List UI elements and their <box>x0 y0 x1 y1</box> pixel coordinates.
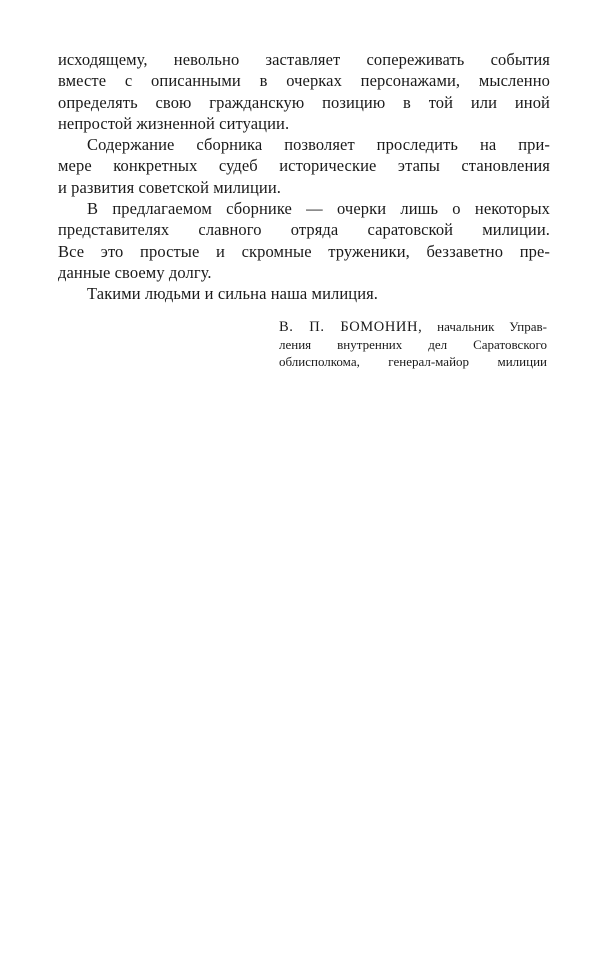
text-line: представителях славного отряда саратовской милиции. <box>58 220 550 240</box>
signature-block <box>279 318 547 370</box>
text-line: данные своему долгу. <box>58 262 212 282</box>
text-line: Содержание сборника позволяет проследить на при- <box>87 135 550 155</box>
paragraph-3 <box>58 198 550 283</box>
main-text <box>58 49 550 305</box>
text-line: исходящему, невольно заставляет сопереживать события <box>58 50 550 69</box>
text-line: Все это простые и скромные труженики, беззаветно пре- <box>58 241 550 261</box>
paragraph-4 <box>58 283 550 304</box>
text-line: вместе с описанными в очерках персонажами, мысленно <box>58 71 550 91</box>
text-line: мере конкретных судеб исторические этапы становления <box>58 156 550 176</box>
text-line: Такими людьми и сильна наша милиция. <box>87 284 379 304</box>
signature-line-3: облисполкома, генерал-майор милиции <box>279 354 547 369</box>
signature-line-1 <box>279 318 547 336</box>
text-line: и развития советской милиции. <box>58 177 281 197</box>
author-title-start: начальник Управ- <box>422 319 547 334</box>
signature-line-2: ления внутренних дел Саратовского <box>279 337 547 352</box>
paragraph-2 <box>58 134 550 198</box>
author-name: В. П. БОМОНИН, <box>279 319 423 335</box>
text-line: непростой жизненной ситуации. <box>58 113 290 133</box>
text-line: определять свою гражданскую позицию в той или иной <box>58 92 550 112</box>
paragraph-1 <box>58 49 550 134</box>
text-line: В предлагаемом сборнике — очерки лишь о некоторых <box>87 199 550 219</box>
